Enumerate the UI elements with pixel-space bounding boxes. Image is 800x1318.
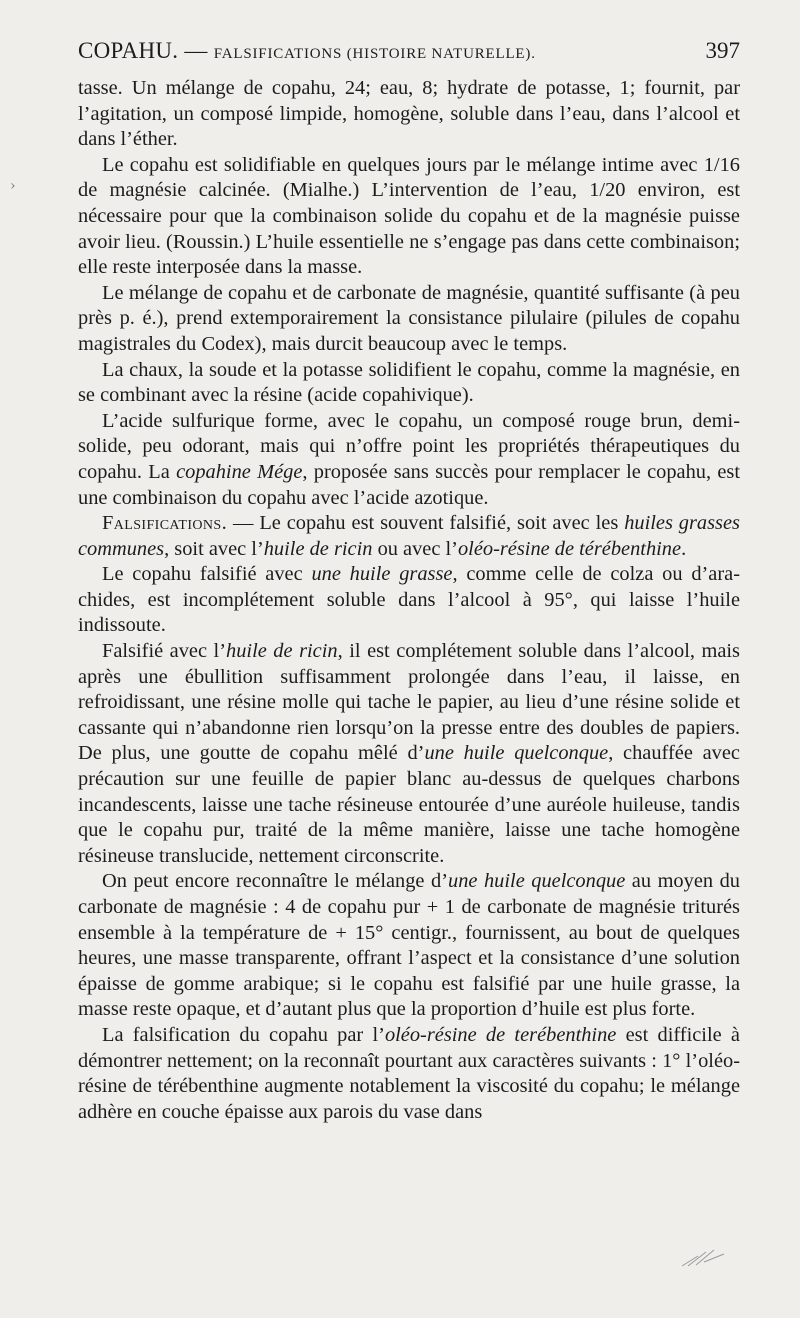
p8-text-a: Falsifié avec l’ [102, 640, 227, 663]
p6-italic-huiles: huiles grasses communes [78, 512, 740, 560]
p6-italic-oleo: oléo-résine de térébenthine [457, 537, 682, 560]
p8-text-c: , il est complétement soluble dans l’alcool, mais après une ébullition suffisamment prolongée dans l’eau, il laisse, en refroidissant, une résine molle qui tache le papier, au lieu d’une résine solide et cassante qui n’abandonne rien lorsqu’on la presse entre des doubles de papiers. De plus, une goutte de copahu mêlé d’ [78, 640, 740, 765]
p8-text-e: , chauffée avec précaution sur une feuille de papier blanc au-dessus de quelques charbons incandescents, laisse une tache résineuse entourée d’une auréole huileuse, tandis que le copahu pur, traité de la même manière, laisse une tache homogène résineuse translucide, nettement circonscrite. [78, 742, 740, 867]
running-header [78, 38, 740, 64]
p7-text-c: , comme celle de colza ou d’arachides, est incomplétement soluble dans l’alcool à 95°, qui laisse l’huile indissoute. [78, 563, 740, 637]
paragraph-3: Le mélange de copahu et de carbonate de magnésie, quantité suffisante (à peu près p. é.), prend extemporairement la consistance pilulaire (pilules de copahu magistrales du Codex), mais durcit beaucoup avec le temps. [78, 281, 740, 355]
margin-mark: › [10, 178, 16, 194]
p8-italic-ricin: huile de ricin [226, 640, 338, 663]
body-text [78, 76, 740, 1125]
paragraph-10 [78, 1023, 740, 1125]
header-section-title: FALSIFICATIONS (HISTOIRE NATURELLE). [213, 46, 536, 62]
p6-text-d: , soit avec l’ [164, 537, 264, 560]
paragraph-1: tasse. Un mélange de copahu, 24; eau, 8; hydrate de potasse, 1; fournit, par l’agitation, un composé limpide, homogène, soluble dans l’eau, dans l’alcool et dans l’éther. [78, 77, 740, 151]
p9-text-c: au moyen du carbonate de magnésie : 4 de copahu pur + 1 de carbonate de magnésie triturés ensemble à la température de + 15° centigr., fournissent, au bout de quelques heures, une masse transparente, offrant l’aspect et la consistance d’une solution épaisse de gomme arabique; si le copahu est falsifié par une huile grasse, la masse reste opaque, et d’autant plus que la proportion d’huile est plus forte. [78, 870, 740, 1021]
paragraph-7 [78, 562, 740, 639]
page-number: 397 [705, 38, 740, 63]
paragraph-4: La chaux, la soude et la potasse solidifient le copahu, comme la magnésie, en se combinant avec la résine (acide copahivique). [78, 358, 740, 407]
paragraph-2: Le copahu est solidifiable en quelques jours par le mélange intime avec 1/16 de magnésie calcinée. (Mialhe.) L’intervention de l’eau, 1/20 environ, est nécessaire pour que la combinaison solide du copahu et de la magnésie puisse avoir lieu. (Roussin.) L’huile essentielle ne s’engage pas dans cette combinaison; elle reste interposée dans la masse. [78, 153, 740, 279]
p8-italic-quelconque: une huile quelconque [424, 742, 609, 765]
p6-text-h: . [681, 537, 687, 560]
p9-italic-quelconque: une huile quelconque [448, 870, 626, 893]
p6-italic-ricin: huile de ricin [263, 537, 373, 560]
paragraph-8 [78, 639, 740, 869]
p7-italic-huile-grasse: une huile grasse [311, 563, 453, 586]
p10-text-a: La falsification du copahu par l’ [102, 1023, 385, 1046]
p10-text-c: est difficile à démontrer nettement; on la reconnaît pourtant aux caractères suivants : 1° l’oléo-résine de térébenthine augmente notablement la viscosité du copahu; le mélange adhère en couche épaisse aux parois du vase dans [78, 1023, 740, 1123]
falsifications-heading: Falsifications. [102, 512, 228, 535]
p5-text-c: , proposée sans succès pour remplacer le copahu, est une combinaison du copahu avec l’acide azotique. [78, 460, 741, 509]
p6-text-f: ou avec l’ [372, 537, 458, 560]
p6-text-b: — Le copahu est souvent falsifié, soit avec les [227, 512, 625, 535]
running-title [78, 38, 536, 64]
header-title-main: COPAHU. [78, 38, 179, 63]
header-dash: — [184, 38, 208, 63]
paragraph-6 [78, 511, 740, 562]
p10-italic-oleo: oléo-résine de terébenthine [384, 1023, 617, 1046]
p7-text-a: Le copahu falsifié avec [102, 563, 312, 586]
p5-text-a: L’acide sulfurique forme, avec le copahu, un composé rouge brun, demi-solide, peu odorant, mais qui n’offre point les propriétés thérapeutiques du copahu. La [78, 409, 740, 483]
paragraph-5 [78, 409, 740, 511]
p9-text-a: On peut encore reconnaître le mélange d’ [102, 870, 448, 893]
p5-italic-copahine: copahine Mége [176, 460, 303, 483]
pencil-scratch-mark [680, 1248, 726, 1268]
paragraph-9 [78, 869, 740, 1023]
